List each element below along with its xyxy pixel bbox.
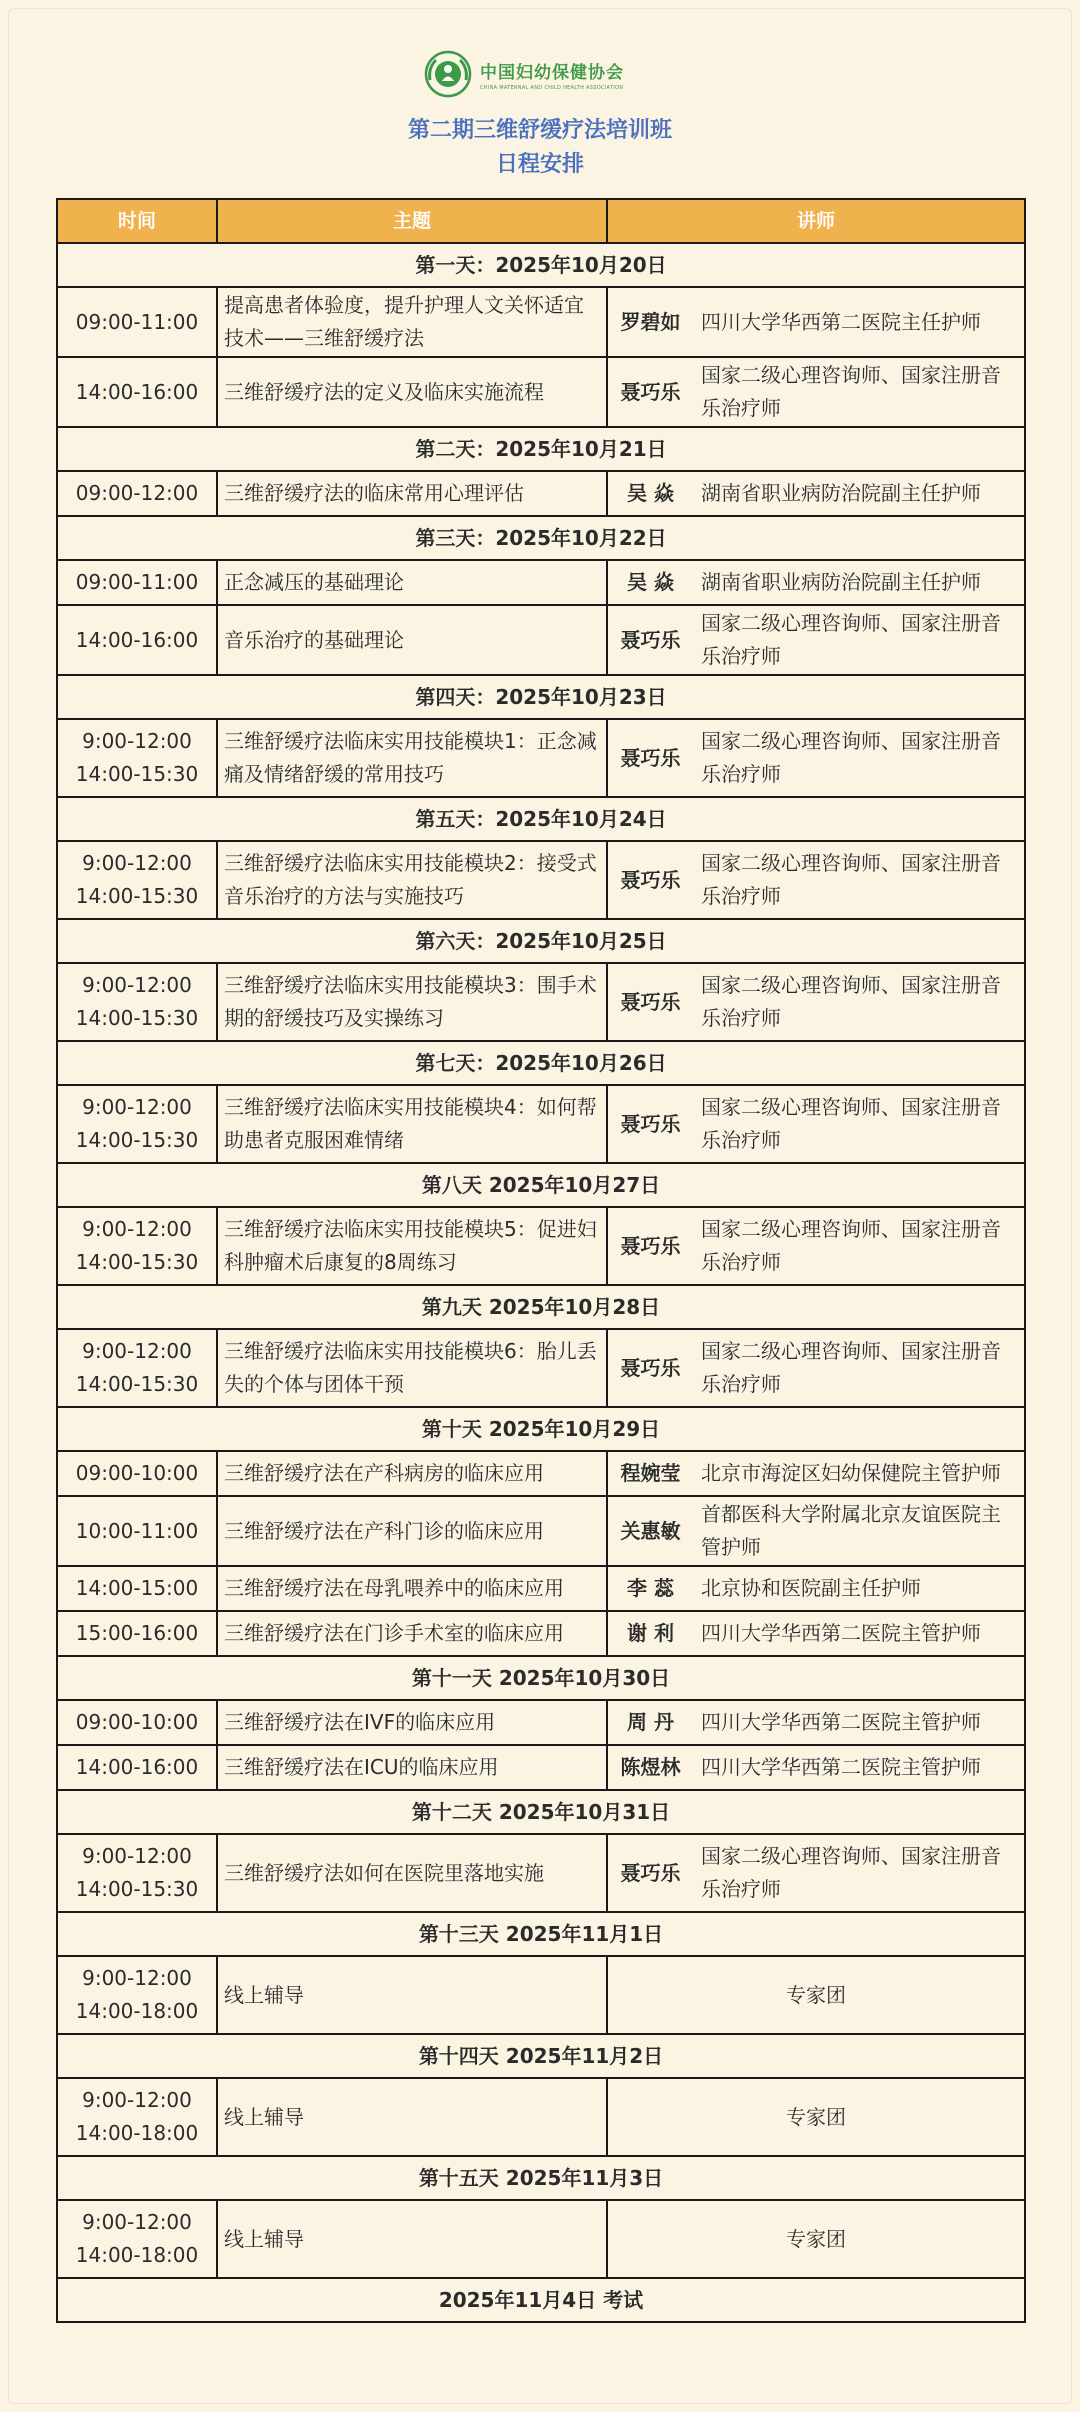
session-topic: 三维舒缓疗法的临床常用心理评估	[217, 471, 607, 516]
session-time: 09:00-10:00	[57, 1451, 217, 1496]
day-label: 第十天 2025年10月29日	[57, 1407, 1025, 1451]
day-header-row	[57, 2034, 1025, 2078]
lecturer-title: 四川大学华西第二医院主管护师	[693, 1611, 1025, 1656]
day-header-row	[57, 427, 1025, 471]
session-row	[57, 1834, 1025, 1912]
lecturer-name: 程婉莹	[607, 1451, 693, 1496]
lecturer-title: 国家二级心理咨询师、国家注册音乐治疗师	[693, 357, 1025, 427]
lecturer-name: 罗碧如	[607, 287, 693, 357]
session-time: 14:00-16:00	[57, 605, 217, 675]
lecturer-name: 聂巧乐	[607, 1834, 693, 1912]
day-header-row	[57, 1656, 1025, 1700]
session-time: 09:00-11:00	[57, 287, 217, 357]
day-label: 第二天：2025年10月21日	[57, 427, 1025, 471]
lecturer-title: 国家二级心理咨询师、国家注册音乐治疗师	[693, 841, 1025, 919]
lecturer-title: 湖南省职业病防治院副主任护师	[693, 471, 1025, 516]
session-row	[57, 1496, 1025, 1566]
column-header-lecturer: 讲师	[607, 199, 1025, 243]
day-label: 第七天：2025年10月26日	[57, 1041, 1025, 1085]
session-row	[57, 841, 1025, 919]
day-label: 第十一天 2025年10月30日	[57, 1656, 1025, 1700]
lecturer-title: 国家二级心理咨询师、国家注册音乐治疗师	[693, 963, 1025, 1041]
session-time: 14:00-16:00	[57, 357, 217, 427]
session-topic: 三维舒缓疗法临床实用技能模块5：促进妇科肿瘤术后康复的8周练习	[217, 1207, 607, 1285]
session-row	[57, 1207, 1025, 1285]
lecturer-name: 聂巧乐	[607, 1329, 693, 1407]
lecturer-name: 聂巧乐	[607, 1085, 693, 1163]
session-time: 09:00-10:00	[57, 1700, 217, 1745]
day-header-row	[57, 2156, 1025, 2200]
schedule-body	[57, 243, 1025, 2322]
day-header-row	[57, 1163, 1025, 1207]
day-header-row	[57, 1041, 1025, 1085]
session-topic: 三维舒缓疗法在ICU的临床应用	[217, 1745, 607, 1790]
session-time: 10:00-11:00	[57, 1496, 217, 1566]
lecturer-team: 专家团	[607, 2200, 1025, 2278]
lecturer-name: 聂巧乐	[607, 357, 693, 427]
day-label: 第一天：2025年10月20日	[57, 243, 1025, 287]
lecturer-name: 陈煜林	[607, 1745, 693, 1790]
day-label: 第三天：2025年10月22日	[57, 516, 1025, 560]
lecturer-name: 聂巧乐	[607, 841, 693, 919]
session-topic: 三维舒缓疗法在门诊手术室的临床应用	[217, 1611, 607, 1656]
lecturer-title: 国家二级心理咨询师、国家注册音乐治疗师	[693, 1329, 1025, 1407]
schedule-table	[56, 198, 1026, 2323]
session-topic: 线上辅导	[217, 1956, 607, 2034]
session-time: 9:00-12:00 14:00-15:30	[57, 963, 217, 1041]
session-topic: 音乐治疗的基础理论	[217, 605, 607, 675]
session-row	[57, 357, 1025, 427]
session-topic: 三维舒缓疗法如何在医院里落地实施	[217, 1834, 607, 1912]
session-row	[57, 2078, 1025, 2156]
lecturer-title: 四川大学华西第二医院主任护师	[693, 287, 1025, 357]
session-time: 9:00-12:00 14:00-18:00	[57, 2200, 217, 2278]
day-header-row	[57, 675, 1025, 719]
lecturer-name: 聂巧乐	[607, 1207, 693, 1285]
day-header-row	[57, 1912, 1025, 1956]
day-label: 第十四天 2025年11月2日	[57, 2034, 1025, 2078]
day-label: 第八天 2025年10月27日	[57, 1163, 1025, 1207]
session-time: 9:00-12:00 14:00-15:30	[57, 1207, 217, 1285]
session-time: 15:00-16:00	[57, 1611, 217, 1656]
day-label: 第四天：2025年10月23日	[57, 675, 1025, 719]
org-name: 中国妇幼保健协会	[480, 62, 624, 83]
day-header-row	[57, 797, 1025, 841]
lecturer-title: 国家二级心理咨询师、国家注册音乐治疗师	[693, 719, 1025, 797]
day-label: 第十五天 2025年11月3日	[57, 2156, 1025, 2200]
day-label: 第六天：2025年10月25日	[57, 919, 1025, 963]
session-topic: 正念减压的基础理论	[217, 560, 607, 605]
column-header-time: 时间	[57, 199, 217, 243]
lecturer-team: 专家团	[607, 1956, 1025, 2034]
session-time: 9:00-12:00 14:00-15:30	[57, 719, 217, 797]
lecturer-name: 聂巧乐	[607, 605, 693, 675]
org-emblem-icon	[424, 50, 472, 98]
session-time: 09:00-12:00	[57, 471, 217, 516]
lecturer-team: 专家团	[607, 2078, 1025, 2156]
table-header-row	[57, 199, 1025, 243]
lecturer-title: 四川大学华西第二医院主管护师	[693, 1745, 1025, 1790]
session-time: 9:00-12:00 14:00-15:30	[57, 1834, 217, 1912]
page-subtitle: 日程安排	[495, 152, 584, 177]
lecturer-name: 吴 焱	[607, 471, 693, 516]
session-row	[57, 1451, 1025, 1496]
lecturer-title: 北京市海淀区妇幼保健院主管护师	[693, 1451, 1025, 1496]
lecturer-name: 聂巧乐	[607, 719, 693, 797]
session-row	[57, 1700, 1025, 1745]
day-header-row	[57, 1790, 1025, 1834]
session-topic: 三维舒缓疗法在产科病房的临床应用	[217, 1451, 607, 1496]
page-header	[0, 0, 1080, 198]
session-time: 9:00-12:00 14:00-15:30	[57, 841, 217, 919]
session-time: 9:00-12:00 14:00-18:00	[57, 1956, 217, 2034]
session-row	[57, 1085, 1025, 1163]
session-row	[57, 719, 1025, 797]
lecturer-name: 吴 焱	[607, 560, 693, 605]
session-topic: 三维舒缓疗法临床实用技能模块2：接受式音乐治疗的方法与实施技巧	[217, 841, 607, 919]
session-topic: 线上辅导	[217, 2200, 607, 2278]
lecturer-title: 北京协和医院副主任护师	[693, 1566, 1025, 1611]
lecturer-title: 湖南省职业病防治院副主任护师	[693, 560, 1025, 605]
session-time: 9:00-12:00 14:00-15:30	[57, 1329, 217, 1407]
day-header-row	[57, 1285, 1025, 1329]
org-logo	[424, 50, 624, 98]
lecturer-title: 国家二级心理咨询师、国家注册音乐治疗师	[693, 605, 1025, 675]
session-topic: 三维舒缓疗法在产科门诊的临床应用	[217, 1496, 607, 1566]
session-row	[57, 2200, 1025, 2278]
session-row	[57, 287, 1025, 357]
day-header-row	[57, 2278, 1025, 2322]
session-row	[57, 1566, 1025, 1611]
session-topic: 三维舒缓疗法的定义及临床实施流程	[217, 357, 607, 427]
lecturer-title: 国家二级心理咨询师、国家注册音乐治疗师	[693, 1085, 1025, 1163]
day-header-row	[57, 516, 1025, 560]
lecturer-name: 聂巧乐	[607, 963, 693, 1041]
day-label: 2025年11月4日 考试	[57, 2278, 1025, 2322]
column-header-topic: 主题	[217, 199, 607, 243]
session-row	[57, 963, 1025, 1041]
lecturer-name: 李 蕊	[607, 1566, 693, 1611]
session-time: 9:00-12:00 14:00-18:00	[57, 2078, 217, 2156]
lecturer-name: 关惠敏	[607, 1496, 693, 1566]
lecturer-name: 谢 利	[607, 1611, 693, 1656]
session-time: 14:00-16:00	[57, 1745, 217, 1790]
session-row	[57, 1745, 1025, 1790]
session-time: 9:00-12:00 14:00-15:30	[57, 1085, 217, 1163]
lecturer-title: 四川大学华西第二医院主管护师	[693, 1700, 1025, 1745]
session-topic: 提高患者体验度，提升护理人文关怀适宜技术——三维舒缓疗法	[217, 287, 607, 357]
session-topic: 三维舒缓疗法在母乳喂养中的临床应用	[217, 1566, 607, 1611]
session-row	[57, 560, 1025, 605]
lecturer-title: 国家二级心理咨询师、国家注册音乐治疗师	[693, 1207, 1025, 1285]
day-label: 第十三天 2025年11月1日	[57, 1912, 1025, 1956]
session-row	[57, 471, 1025, 516]
day-label: 第十二天 2025年10月31日	[57, 1790, 1025, 1834]
session-time: 09:00-11:00	[57, 560, 217, 605]
day-label: 第九天 2025年10月28日	[57, 1285, 1025, 1329]
session-topic: 三维舒缓疗法临床实用技能模块6：胎儿丢失的个体与团体干预	[217, 1329, 607, 1407]
session-topic: 线上辅导	[217, 2078, 607, 2156]
day-header-row	[57, 243, 1025, 287]
session-row	[57, 1329, 1025, 1407]
session-row	[57, 1611, 1025, 1656]
session-topic: 三维舒缓疗法临床实用技能模块1：正念减痛及情绪舒缓的常用技巧	[217, 719, 607, 797]
session-topic: 三维舒缓疗法临床实用技能模块4：如何帮助患者克服困难情绪	[217, 1085, 607, 1163]
lecturer-name: 周 丹	[607, 1700, 693, 1745]
day-header-row	[57, 919, 1025, 963]
session-row	[57, 605, 1025, 675]
day-label: 第五天：2025年10月24日	[57, 797, 1025, 841]
session-topic: 三维舒缓疗法临床实用技能模块3：围手术期的舒缓技巧及实操练习	[217, 963, 607, 1041]
session-row	[57, 1956, 1025, 2034]
lecturer-title: 首都医科大学附属北京友谊医院主管护师	[693, 1496, 1025, 1566]
org-name-english: CHINA MATERNAL AND CHILD HEALTH ASSOCIATION	[480, 84, 624, 91]
session-topic: 三维舒缓疗法在IVF的临床应用	[217, 1700, 607, 1745]
day-header-row	[57, 1407, 1025, 1451]
page-title: 第二期三维舒缓疗法培训班	[407, 118, 672, 143]
session-time: 14:00-15:00	[57, 1566, 217, 1611]
lecturer-title: 国家二级心理咨询师、国家注册音乐治疗师	[693, 1834, 1025, 1912]
